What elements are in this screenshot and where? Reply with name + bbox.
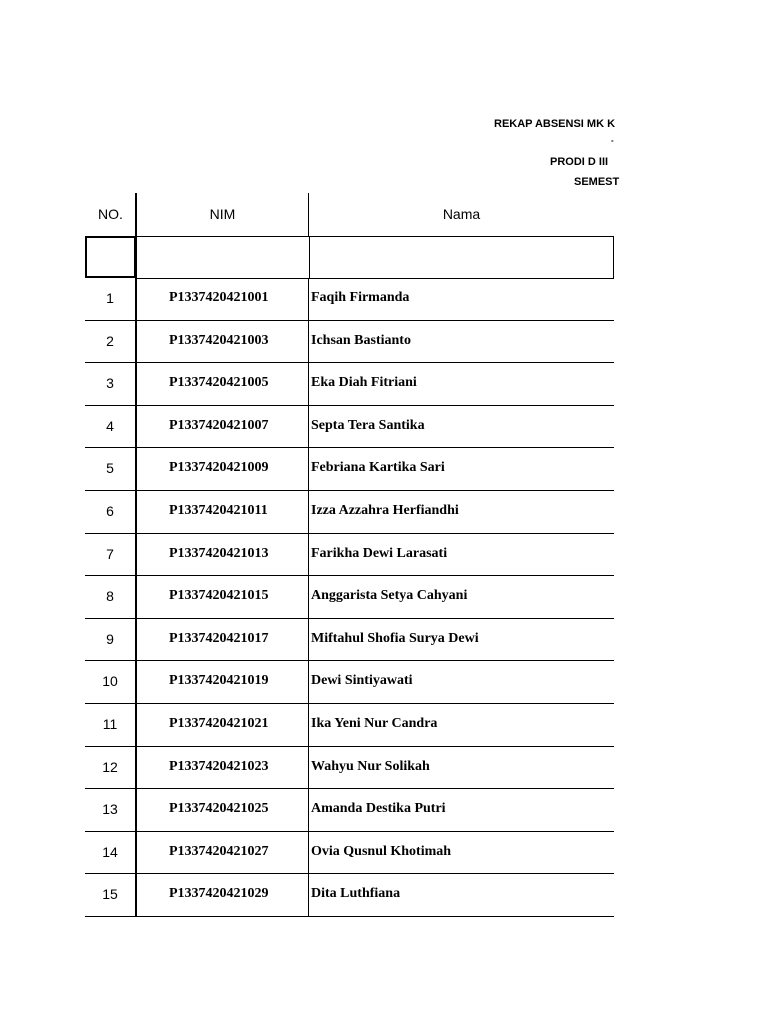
column-divider [135, 534, 137, 577]
cell-nama: Anggarista Setya Cahyani [311, 588, 468, 604]
column-divider [135, 278, 137, 321]
cell-nama: Septa Tera Santika [311, 417, 425, 433]
cell-nama: Amanda Destika Putri [311, 801, 446, 817]
cell-nama: Izza Azzahra Herfiandhi [311, 502, 459, 518]
cell-nim: P1337420421015 [169, 588, 269, 604]
cell-no: 10 [102, 673, 118, 690]
document-title-line-4: SEMEST [574, 176, 620, 188]
column-divider [135, 406, 137, 449]
column-divider [135, 704, 137, 747]
cell-nim: P1337420421025 [169, 801, 269, 817]
cell-no: 8 [106, 588, 114, 605]
cell-nim: P1337420421023 [169, 758, 269, 774]
column-divider [135, 619, 137, 662]
cell-no: 15 [102, 886, 118, 903]
table-row [85, 874, 614, 917]
table-row [85, 619, 614, 662]
table-header-row [85, 193, 614, 236]
column-divider [135, 874, 137, 917]
blank-cell-group [136, 236, 614, 279]
column-divider [135, 491, 137, 534]
header-no: NO. [98, 206, 123, 222]
table-body [85, 278, 614, 917]
column-divider [135, 832, 137, 875]
cell-nim: P1337420421027 [169, 843, 269, 859]
table-row [85, 747, 614, 790]
cell-no: 7 [106, 545, 114, 562]
column-divider [308, 704, 309, 747]
cell-nim: P1337420421011 [169, 502, 268, 518]
cell-nim: P1337420421021 [169, 715, 269, 731]
cell-no: 2 [106, 332, 114, 349]
cell-nim: P1337420421003 [169, 332, 269, 348]
cell-no: 11 [102, 715, 118, 732]
table-row [85, 832, 614, 875]
column-divider [308, 789, 309, 832]
column-divider [135, 747, 137, 790]
cell-nim: P1337420421019 [169, 673, 269, 689]
column-divider [135, 363, 137, 406]
cell-nama: Faqih Firmanda [311, 290, 410, 305]
cell-no: 14 [102, 843, 118, 860]
cell-nama: Ika Yeni Nur Candra [311, 715, 438, 731]
table-row [85, 704, 614, 747]
table-row [85, 406, 614, 449]
cell-nama: Dita Luthfiana [311, 886, 401, 902]
column-divider [308, 406, 309, 449]
table-row [85, 534, 614, 577]
cell-nim: P1337420421005 [169, 375, 269, 391]
header-nama: Nama [442, 206, 481, 222]
cell-nama: Ichsan Bastianto [311, 332, 411, 348]
cell-nim: P1337420421013 [169, 545, 269, 561]
column-divider [308, 534, 309, 577]
document-title-line-2: - [611, 136, 614, 145]
cell-nim: P1337420421001 [169, 290, 269, 305]
cell-nim: P1337420421007 [169, 417, 269, 433]
header-divider [308, 193, 309, 236]
column-divider [135, 321, 137, 364]
cell-nim: P1337420421017 [169, 630, 269, 646]
cell-no: 5 [106, 460, 114, 477]
cell-nama: Farikha Dewi Larasati [311, 545, 448, 561]
column-divider [308, 747, 309, 790]
cell-no: 6 [106, 502, 114, 519]
column-divider [135, 576, 137, 619]
cell-nim: P1337420421009 [169, 460, 269, 476]
cell-nama: Ovia Qusnul Khotimah [311, 843, 452, 859]
table-row [85, 448, 614, 491]
column-divider [308, 576, 309, 619]
column-divider [308, 448, 309, 491]
column-divider [308, 278, 309, 321]
selected-cell[interactable] [85, 236, 136, 278]
cell-nama: Dewi Sintiyawati [311, 673, 413, 689]
cell-no: 12 [102, 758, 118, 775]
cell-no: 9 [106, 630, 114, 647]
table-row [85, 278, 614, 321]
cell-nim: P1337420421029 [169, 886, 269, 902]
table-row [85, 491, 614, 534]
column-divider [308, 491, 309, 534]
column-divider [308, 321, 309, 364]
cell-no: 4 [106, 417, 114, 434]
attendance-table [85, 193, 614, 917]
cell-divider [309, 237, 310, 278]
cell-nama: Eka Diah Fitriani [311, 375, 417, 391]
column-divider [135, 661, 137, 704]
table-row [85, 789, 614, 832]
cell-no: 1 [106, 290, 114, 306]
column-divider [135, 448, 137, 491]
table-row [85, 321, 614, 364]
column-divider [308, 874, 309, 917]
column-divider [308, 832, 309, 875]
cell-nama: Wahyu Nur Solikah [311, 758, 430, 774]
column-divider [308, 363, 309, 406]
header-divider [135, 193, 137, 236]
cell-no: 3 [106, 375, 114, 392]
column-divider [308, 619, 309, 662]
table-row [85, 363, 614, 406]
column-divider [135, 789, 137, 832]
cell-nama: Miftahul Shofia Surya Dewi [311, 630, 479, 646]
table-row [85, 576, 614, 619]
cell-nama: Febriana Kartika Sari [311, 460, 445, 476]
cell-no: 13 [102, 801, 118, 818]
header-nim: NIM [209, 206, 236, 222]
table-row [85, 661, 614, 704]
blank-row [85, 236, 614, 278]
column-divider [308, 661, 309, 704]
document-title-line-1: REKAP ABSENSI MK K [494, 118, 616, 130]
document-title-line-3: PRODI D III [550, 156, 609, 168]
